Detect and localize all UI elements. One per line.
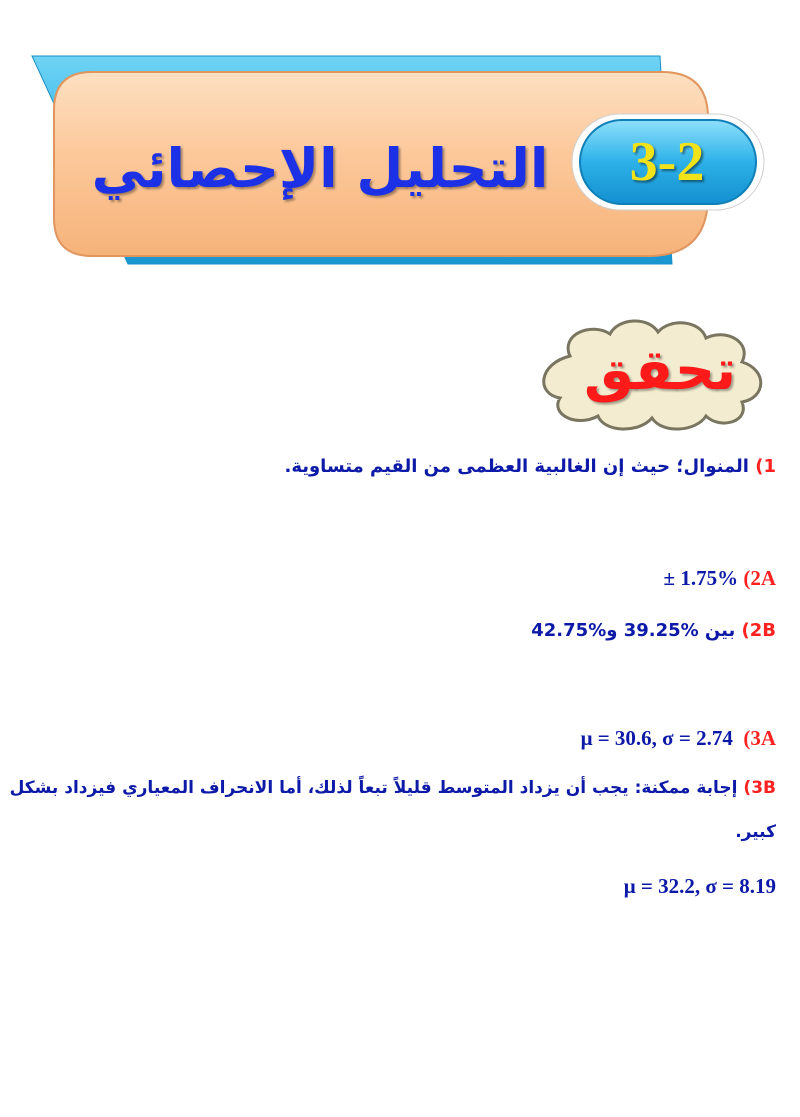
answer-2a [664,566,776,591]
answer-2b-number: 2B) [741,620,776,641]
answer-3b-number: 3B) [743,778,776,798]
answer-2b-text: بين %39.25 و%42.75 [531,620,736,641]
answer-1-number: 1) [755,456,776,477]
answer-3a-number: (3A [743,726,776,750]
section-title: التحليل الإحصائي [91,136,549,200]
answer-3b [9,778,776,798]
answer-1-text: المنوال؛ حيث إن الغالبية العظمى من القيم متساوية. [284,456,749,477]
answer-2a-number: (2A [743,566,776,590]
answer-3a [581,726,776,751]
section-number: 3-2 [629,131,705,193]
section-banner [0,0,800,290]
answer-2b [24,620,776,641]
check-label: تحقق [583,337,737,403]
answer-3a-text: μ = 30.6, σ = 2.74 [580,726,733,750]
answer-3b-text-line1: إجابة ممكنة: يجب أن يزداد المتوسط قليلاً تبعاً لذلك، أما الانحراف المعياري فيزداد بشكل [9,778,738,798]
answer-3b-text-line2: كبير. [735,822,776,842]
answer-3b-continued [24,822,776,842]
answer-2a-text: ± 1.75% [663,566,739,590]
answer-3b-result [624,874,776,899]
answer-1 [24,456,776,477]
answer-3b-result-text: μ = 32.2, σ = 8.19 [623,874,776,898]
